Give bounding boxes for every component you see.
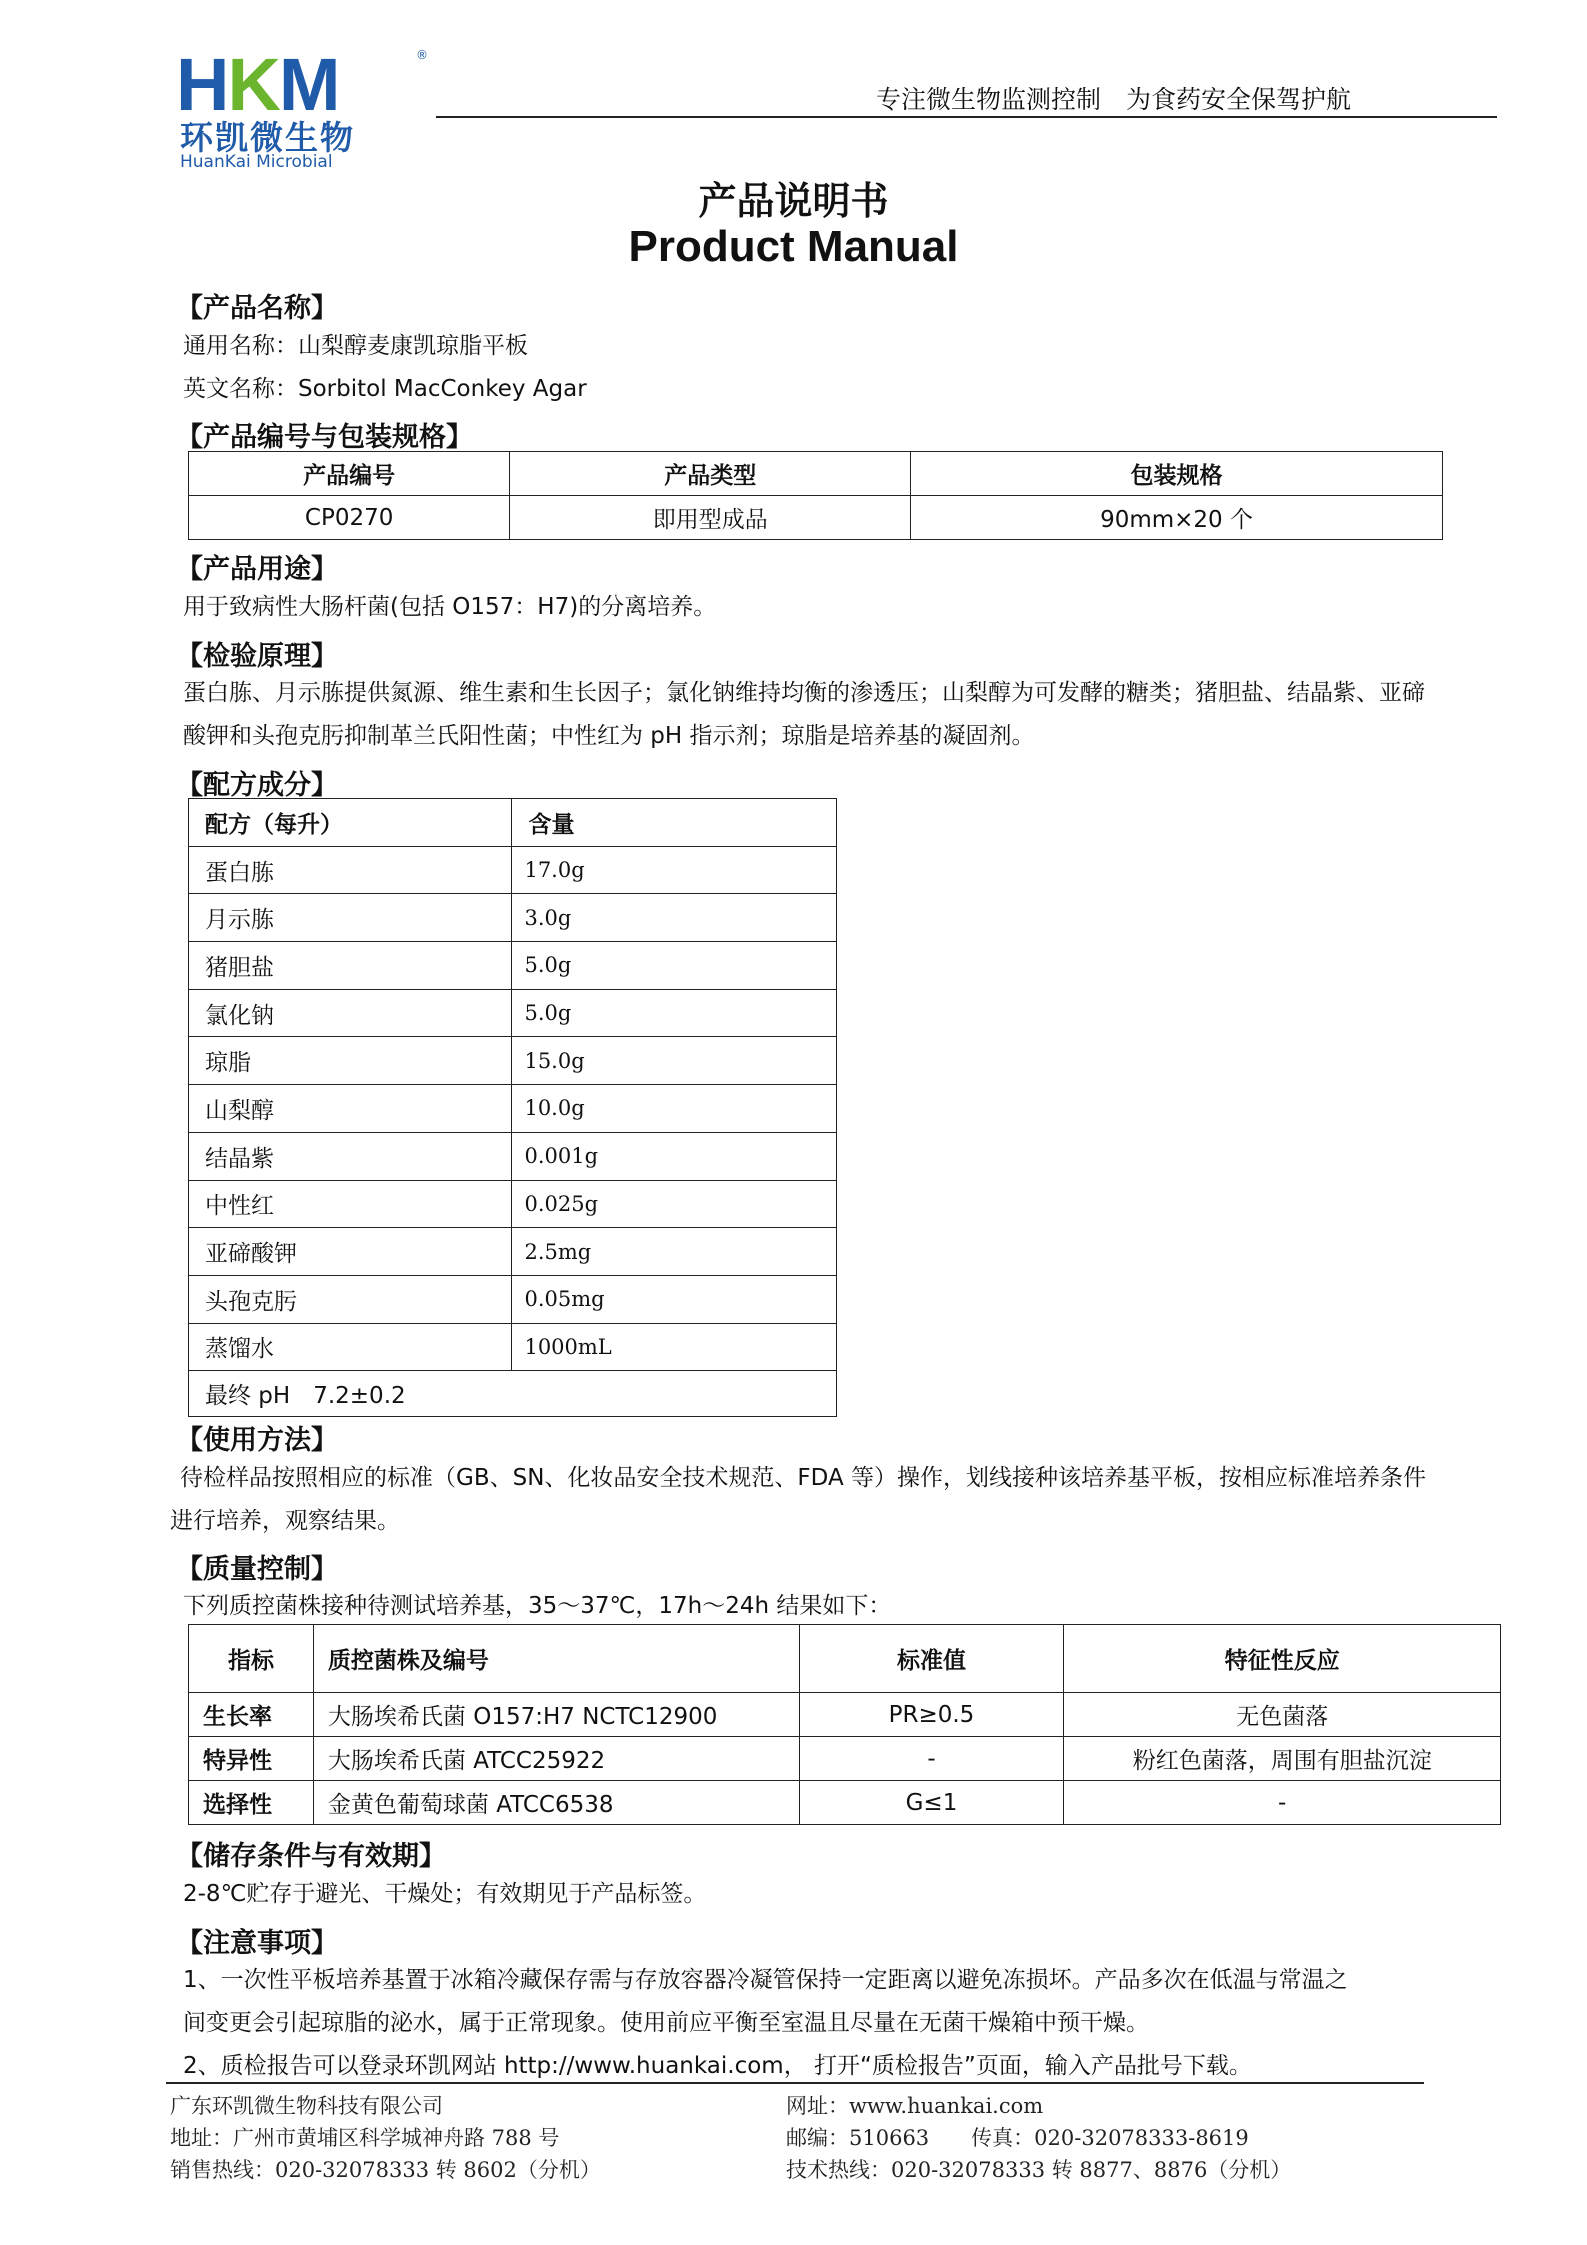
ingredient-amount: 5.0g	[512, 989, 837, 1037]
header-divider	[436, 116, 1497, 118]
qc-indicator: 生长率	[189, 1693, 314, 1737]
logo-english-name: HuanKai Microbial	[180, 152, 333, 172]
slogan: 专注微生物监测控制 为食药安全保驾护航	[876, 85, 1352, 114]
ingredient-name: 结晶紫	[189, 1132, 512, 1180]
english-name: 英文名称：Sorbitol MacConkey Agar	[183, 376, 587, 402]
ingredient-name: 蒸馏水	[189, 1323, 512, 1371]
qc-standard: PR≥0.5	[799, 1693, 1064, 1737]
ingredient-name: 中性红	[189, 1180, 512, 1228]
ingredient-amount: 5.0g	[512, 942, 837, 990]
notes-line-1: 1、一次性平板培养基置于冰箱冷藏保存需与存放容器冷凝管保持一定距离以避免冻损坏。产品多次在低温与常温之	[183, 1967, 1348, 1993]
footer-tech-hotline: 技术热线：020-32078333 转 8877、8876（分机）	[786, 2158, 1292, 2182]
table-header-cell: 产品编号	[189, 452, 510, 496]
qc-reaction: 无色菌落	[1064, 1693, 1501, 1737]
qc-intro: 下列质控菌株接种待测试培养基，35～37℃，17h～24h 结果如下：	[183, 1593, 892, 1619]
table-row	[189, 496, 1443, 540]
table-header-cell: 指标	[189, 1625, 314, 1693]
product-name-heading: 【产品名称】	[176, 293, 338, 324]
table-row	[189, 1371, 837, 1417]
table-header-row	[189, 452, 1443, 496]
table-header-cell: 产品类型	[510, 452, 911, 496]
product-code: CP0270	[189, 496, 510, 540]
storage-heading: 【储存条件与有效期】	[176, 1841, 446, 1872]
title-chinese: 产品说明书	[698, 179, 889, 223]
ingredient-amount: 2.5mg	[512, 1228, 837, 1276]
formula-heading: 【配方成分】	[176, 770, 338, 801]
ingredient-name: 琼脂	[189, 1037, 512, 1085]
table-header-cell: 质控菌株及编号	[313, 1625, 799, 1693]
ingredient-amount: 0.05mg	[512, 1275, 837, 1323]
method-line-1: 待检样品按照相应的标准（GB、SN、化妆品安全技术规范、FDA 等）操作，划线接种该培养基平板，按相应标准培养条件	[180, 1465, 1426, 1491]
table-row	[189, 1085, 837, 1133]
ingredient-name: 亚碲酸钾	[189, 1228, 512, 1276]
ingredient-amount: 17.0g	[512, 846, 837, 894]
table-header-row	[189, 799, 837, 847]
qc-standard: -	[799, 1737, 1064, 1781]
table-row	[189, 1737, 1501, 1781]
qc-heading: 【质量控制】	[176, 1554, 338, 1585]
packaging-heading: 【产品编号与包装规格】	[176, 422, 473, 453]
notes-heading: 【注意事项】	[176, 1928, 338, 1959]
footer-postal-fax: 邮编：510663 传真：020-32078333-8619	[786, 2126, 1249, 2150]
footer-company: 广东环凯微生物科技有限公司	[170, 2094, 443, 2118]
table-row	[189, 1275, 837, 1323]
table-row	[189, 942, 837, 990]
table-header-row	[189, 1625, 1501, 1693]
packaging-table	[188, 451, 1443, 540]
table-row	[189, 1693, 1501, 1737]
ingredient-name: 山梨醇	[189, 1085, 512, 1133]
ingredient-amount: 10.0g	[512, 1085, 837, 1133]
ingredient-name: 头孢克肟	[189, 1275, 512, 1323]
footer-address: 地址：广州市黄埔区科学城神舟路 788 号	[170, 2126, 560, 2150]
footer-sales-hotline: 销售热线：020-32078333 转 8602（分机）	[170, 2158, 601, 2182]
table-row	[189, 1323, 837, 1371]
principle-line-1: 蛋白胨、月示胨提供氮源、维生素和生长因子；氯化钠维持均衡的渗透压；山梨醇为可发酵的糖类；猪胆盐、结晶紫、亚碲	[183, 680, 1425, 706]
method-heading: 【使用方法】	[176, 1425, 338, 1456]
qc-strain: 大肠埃希氏菌 ATCC25922	[313, 1737, 799, 1781]
ingredient-name: 蛋白胨	[189, 846, 512, 894]
qc-reaction: 粉红色菌落，周围有胆盐沉淀	[1064, 1737, 1501, 1781]
qc-reaction: -	[1064, 1781, 1501, 1825]
table-header-cell: 配方（每升）	[189, 799, 512, 847]
company-logo	[176, 43, 476, 172]
table-row	[189, 1781, 1501, 1825]
formula-table	[188, 798, 837, 1417]
table-row	[189, 846, 837, 894]
ingredient-amount: 0.025g	[512, 1180, 837, 1228]
table-header-cell: 标准值	[799, 1625, 1064, 1693]
logo-chinese-name: 环凯微生物	[180, 118, 355, 157]
qc-strain: 大肠埃希氏菌 O157:H7 NCTC12900	[313, 1693, 799, 1737]
table-row	[189, 1132, 837, 1180]
logo-registered-mark: ®	[416, 48, 428, 62]
table-row	[189, 1228, 837, 1276]
qc-indicator: 选择性	[189, 1781, 314, 1825]
product-type: 即用型成品	[510, 496, 911, 540]
ingredient-name: 氯化钠	[189, 989, 512, 1037]
principle-line-2: 酸钾和头孢克肟抑制革兰氏阳性菌；中性红为 pH 指示剂；琼脂是培养基的凝固剂。	[183, 723, 1035, 749]
table-header-cell: 特征性反应	[1064, 1625, 1501, 1693]
table-row	[189, 989, 837, 1037]
usage-heading: 【产品用途】	[176, 554, 338, 585]
title-english: Product Manual	[628, 222, 959, 271]
table-header-cell: 包装规格	[911, 452, 1443, 496]
common-name: 通用名称：山梨醇麦康凯琼脂平板	[183, 333, 528, 359]
qc-table	[188, 1624, 1501, 1825]
method-line-2: 进行培养，观察结果。	[170, 1508, 400, 1534]
notes-line-2: 间变更会引起琼脂的泌水，属于正常现象。使用前应平衡至室温且尽量在无菌干燥箱中预干燥。	[183, 2010, 1149, 2036]
footer-divider	[166, 2082, 1424, 2084]
ingredient-amount: 3.0g	[512, 894, 837, 942]
ingredient-amount: 15.0g	[512, 1037, 837, 1085]
table-row	[189, 1037, 837, 1085]
usage-text: 用于致病性大肠杆菌(包括 O157：H7)的分离培养。	[183, 594, 717, 620]
principle-heading: 【检验原理】	[176, 641, 338, 672]
qc-standard: G≤1	[799, 1781, 1064, 1825]
qc-strain: 金黄色葡萄球菌 ATCC6538	[313, 1781, 799, 1825]
table-header-cell: 含量	[512, 799, 837, 847]
logo-letters: HKM	[176, 43, 339, 126]
qc-indicator: 特异性	[189, 1737, 314, 1781]
ingredient-name: 猪胆盐	[189, 942, 512, 990]
ingredient-amount: 0.001g	[512, 1132, 837, 1180]
notes-line-3: 2、质检报告可以登录环凯网站 http://www.huankai.com， 打开“质检报告”页面，输入产品批号下载。	[183, 2053, 1252, 2079]
table-row	[189, 894, 837, 942]
storage-text: 2-8℃贮存于避光、干燥处；有效期见于产品标签。	[183, 1881, 707, 1907]
final-ph: 最终 pH 7.2±0.2	[189, 1371, 837, 1417]
table-row	[189, 1180, 837, 1228]
ingredient-name: 月示胨	[189, 894, 512, 942]
footer-website: 网址：www.huankai.com	[786, 2094, 1044, 2118]
ingredient-amount: 1000mL	[512, 1323, 837, 1371]
package-spec: 90mm×20 个	[911, 496, 1443, 540]
